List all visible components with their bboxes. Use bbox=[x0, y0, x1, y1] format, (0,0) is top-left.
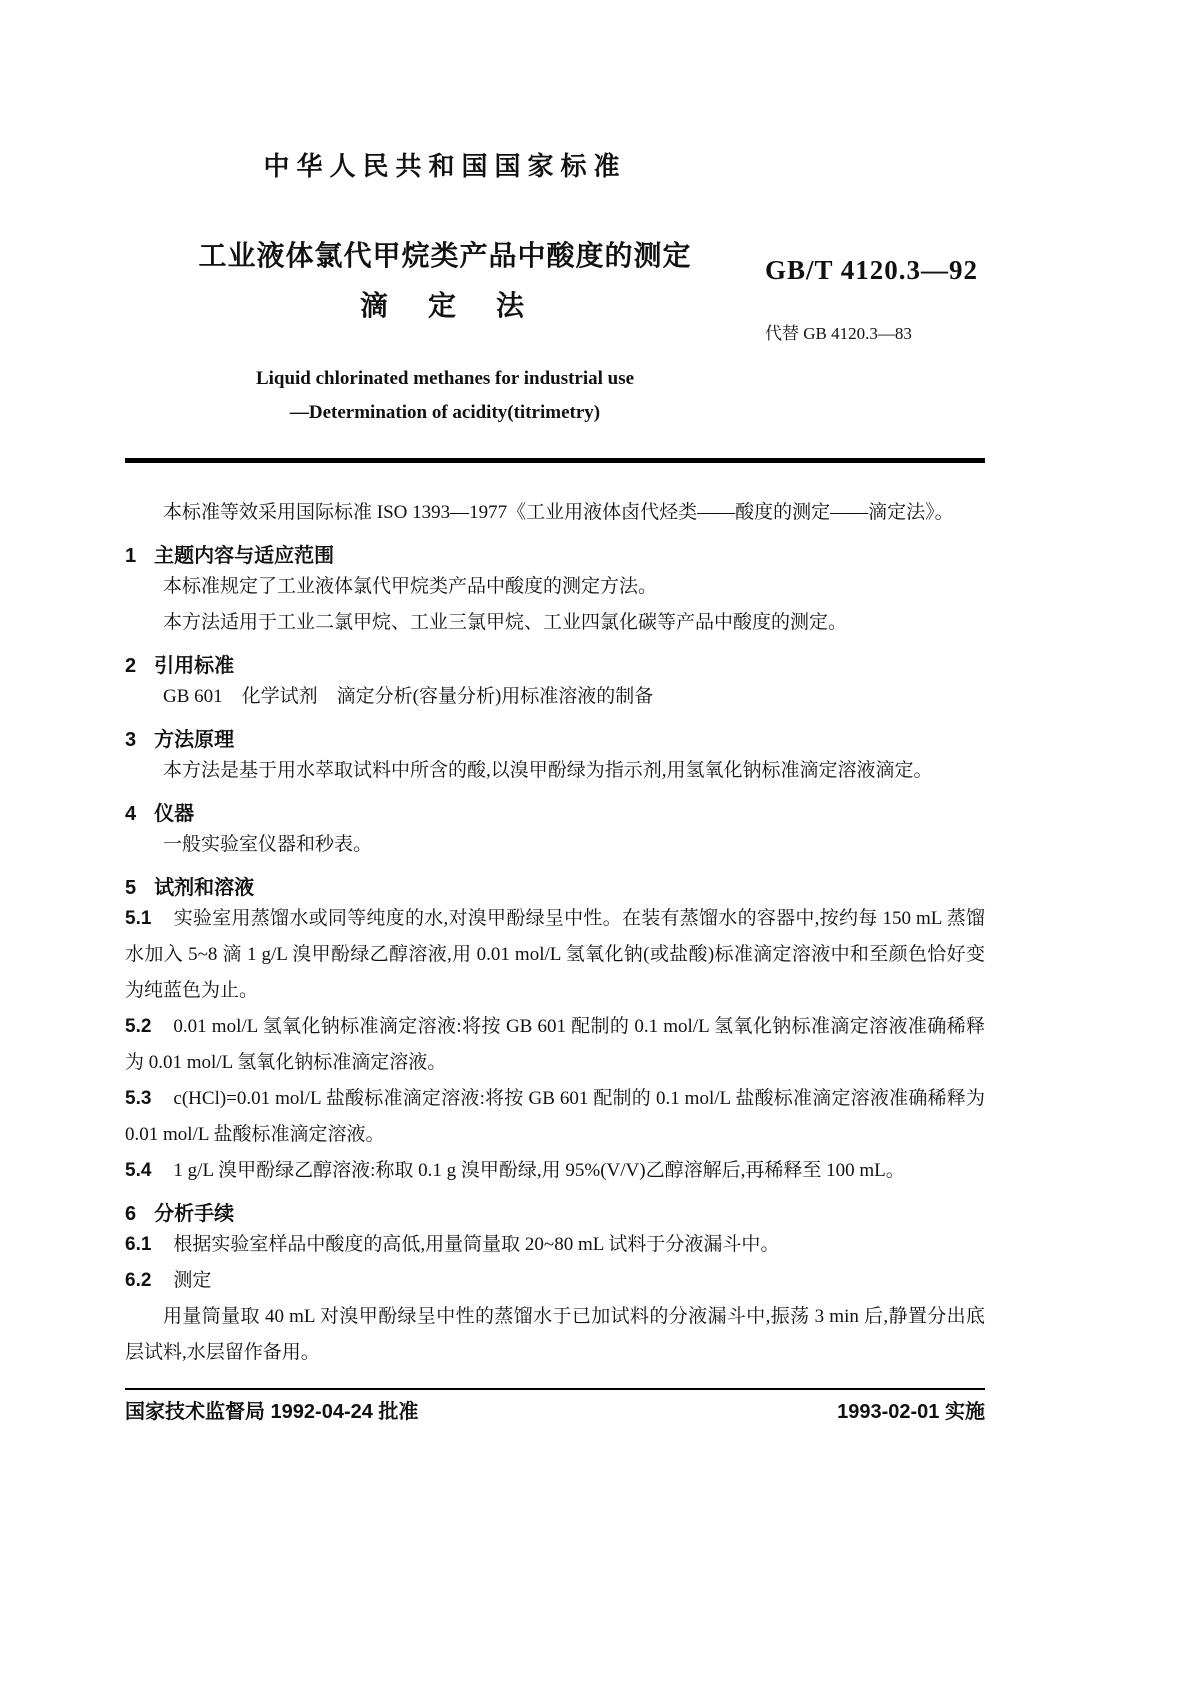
paragraph: 用量筒量取 40 mL 对溴甲酚绿呈中性的蒸馏水于已加试料的分液漏斗中,振荡 3 min 后,静置分出底层试料,水层留作备用。 bbox=[125, 1306, 985, 1363]
section-title: 仪器 bbox=[154, 803, 195, 825]
clause-5-3 bbox=[125, 1081, 985, 1153]
clause-text: 根据实验室样品中酸度的高低,用量筒量取 20~80 mL 试料于分液漏斗中。 bbox=[173, 1234, 780, 1255]
title-chinese-line1: 工业液体氯代甲烷类产品中酸度的测定 bbox=[198, 240, 692, 271]
section-number: 5 bbox=[125, 877, 137, 899]
section-title: 方法原理 bbox=[154, 729, 235, 751]
approval-note: 国家技术监督局 1992-04-24 批准 bbox=[125, 1401, 419, 1423]
clause-number: 6.2 bbox=[125, 1270, 152, 1291]
clause-text: 0.01 mol/L 氢氧化钠标准滴定溶液:将按 GB 601 配制的 0.1 mol/L 氢氧化钠标准滴定溶液准确稀释为 0.01 mol/L 氢氧化钠标准滴定溶液。 bbox=[125, 1016, 985, 1073]
section-title: 引用标准 bbox=[154, 655, 235, 677]
implementation-note: 1993-02-01 实施 bbox=[837, 1401, 985, 1423]
paragraph: 本标准规定了工业液体氯代甲烷类产品中酸度的测定方法。 bbox=[163, 576, 658, 597]
clause-number: 5.2 bbox=[125, 1016, 152, 1037]
section-heading-5 bbox=[125, 875, 985, 901]
paragraph: 本方法是基于用水萃取试料中所含的酸,以溴甲酚绿为指示剂,用氢氧化钠标准滴定溶液滴定。 bbox=[163, 760, 933, 781]
section-heading-6 bbox=[125, 1201, 985, 1227]
document-body bbox=[125, 495, 985, 1371]
clause-5-4 bbox=[125, 1153, 985, 1189]
clause-6-1 bbox=[125, 1227, 985, 1263]
section-number: 6 bbox=[125, 1203, 137, 1225]
section-number: 2 bbox=[125, 655, 137, 677]
paragraph: 一般实验室仪器和秒表。 bbox=[163, 834, 373, 855]
clause-6-2 bbox=[125, 1263, 985, 1299]
header-rule bbox=[125, 458, 985, 463]
clause-5-1 bbox=[125, 901, 985, 1009]
paragraph: 本方法适用于工业二氯甲烷、工业三氯甲烷、工业四氯化碳等产品中酸度的测定。 bbox=[163, 612, 848, 633]
standard-number-block bbox=[765, 148, 985, 426]
clause-number: 5.4 bbox=[125, 1160, 152, 1181]
standard-designation: 中华人民共和国国家标准 bbox=[263, 151, 627, 181]
clause-text: 测定 bbox=[173, 1270, 212, 1291]
section-number: 3 bbox=[125, 729, 137, 751]
clause-number: 6.1 bbox=[125, 1234, 152, 1255]
clause-text: 1 g/L 溴甲酚绿乙醇溶液:称取 0.1 g 溴甲酚绿,用 95%(V/V)乙醇溶解后,再稀释至 100 mL。 bbox=[173, 1160, 905, 1181]
title-english-line1: Liquid chlorinated methanes for industrial use bbox=[255, 368, 635, 389]
document-header bbox=[125, 148, 985, 463]
clause-text: 实验室用蒸馏水或同等纯度的水,对溴甲酚绿呈中性。在装有蒸馏水的容器中,按约每 150 mL 蒸馏水加入 5~8 滴 1 g/L 溴甲酚绿乙醇溶液,用 0.01 mol/L 氢氧化钠(或盐酸)标准滴定溶液中和至颜色恰好变为纯蓝色为止。 bbox=[125, 908, 985, 1001]
section-heading-4 bbox=[125, 801, 985, 827]
section-title: 分析手续 bbox=[154, 1203, 235, 1225]
clause-5-2 bbox=[125, 1009, 985, 1081]
title-block bbox=[125, 148, 765, 426]
paragraph: GB 601 化学试剂 滴定分析(容量分析)用标准溶液的制备 bbox=[163, 686, 654, 707]
section-heading-2 bbox=[125, 653, 985, 679]
title-english-line2: —Determination of acidity(titrimetry) bbox=[289, 402, 601, 423]
clause-number: 5.3 bbox=[125, 1088, 152, 1109]
clause-text: c(HCl)=0.01 mol/L 盐酸标准滴定溶液:将按 GB 601 配制的 0.1 mol/L 盐酸标准滴定溶液准确稀释为 0.01 mol/L 盐酸标准滴定溶液。 bbox=[125, 1088, 985, 1145]
title-chinese-line2: 滴 定 法 bbox=[359, 290, 530, 321]
section-number: 4 bbox=[125, 803, 137, 825]
header-row bbox=[125, 148, 985, 426]
section-title: 试剂和溶液 bbox=[154, 877, 255, 899]
intro-paragraph: 本标准等效采用国际标准 ISO 1393—1977《工业用液体卤代烃类——酸度的测定——滴定法》。 bbox=[163, 502, 954, 523]
clause-number: 5.1 bbox=[125, 908, 152, 929]
document-footer bbox=[125, 1388, 985, 1426]
supersedes-note: 代替 GB 4120.3—83 bbox=[765, 324, 912, 343]
section-heading-1 bbox=[125, 543, 985, 569]
standard-number: GB/T 4120.3—92 bbox=[765, 255, 979, 285]
section-number: 1 bbox=[125, 545, 137, 567]
section-heading-3 bbox=[125, 727, 985, 753]
section-title: 主题内容与适应范围 bbox=[154, 545, 335, 567]
